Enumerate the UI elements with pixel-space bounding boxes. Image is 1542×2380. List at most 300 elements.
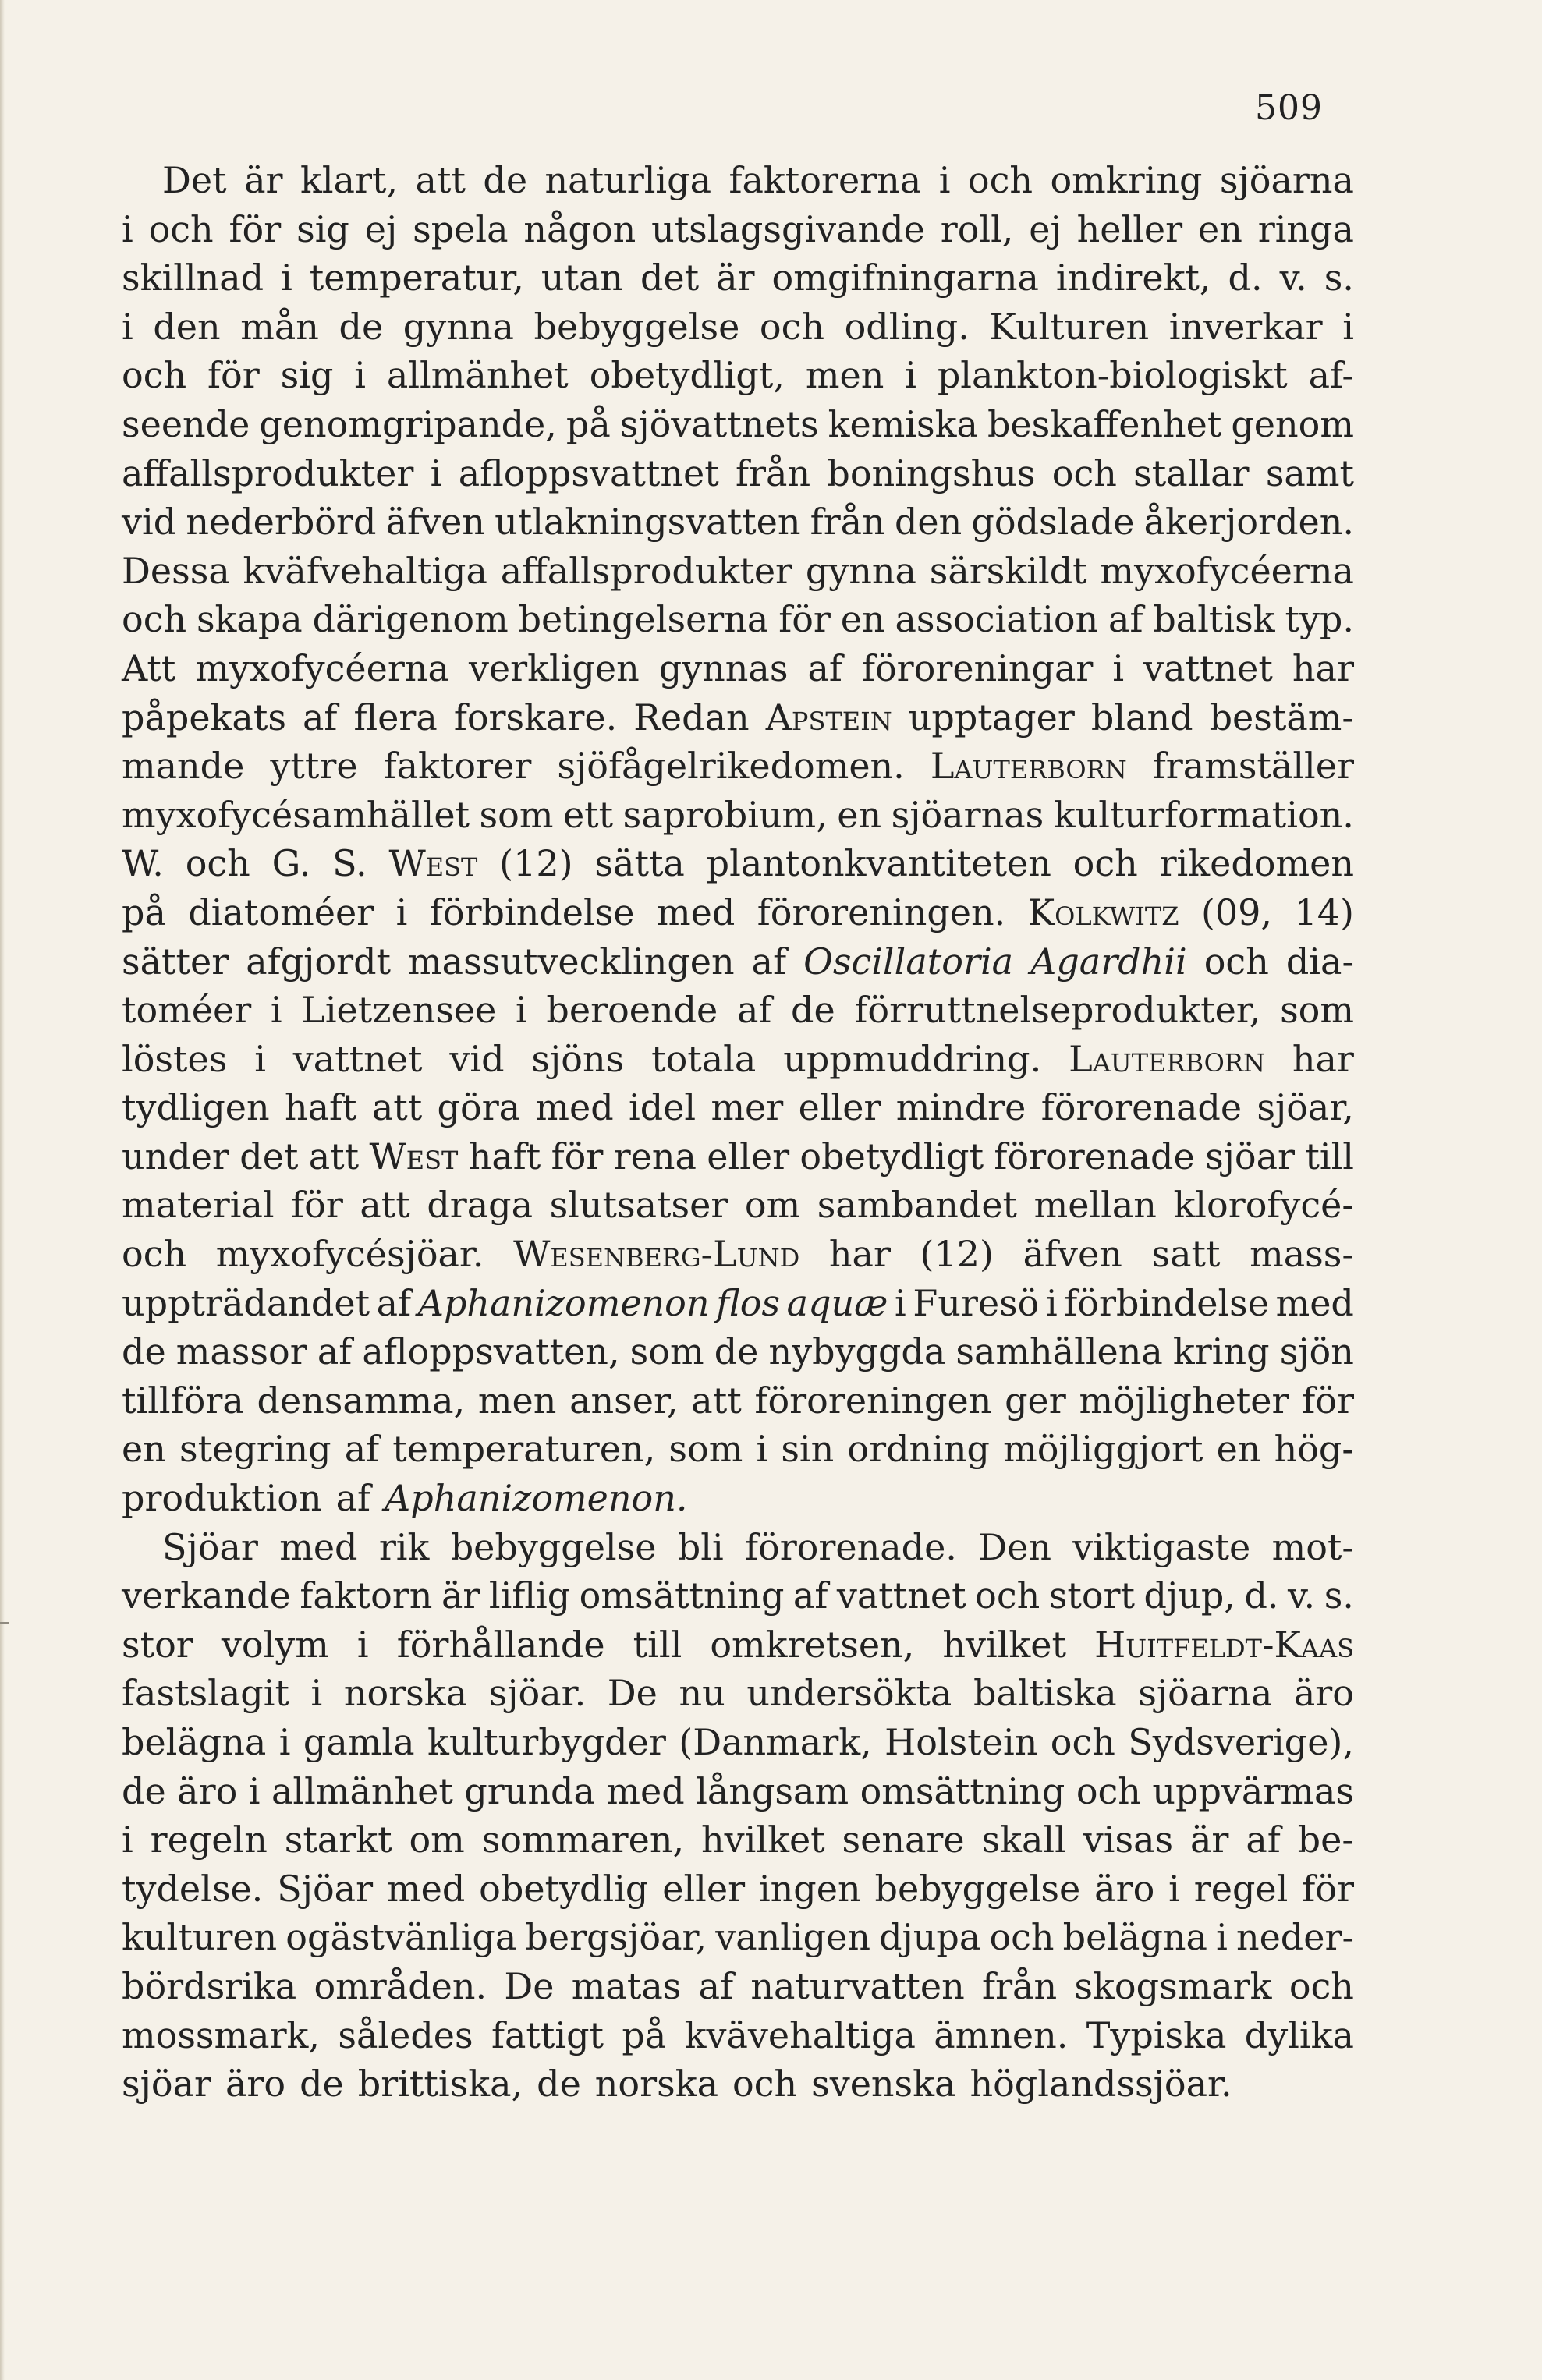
species-name: Agardhii [1030, 940, 1187, 983]
word: i [122, 207, 133, 250]
word: massutvecklingen [408, 940, 735, 983]
word: ogästvänliga [285, 1916, 517, 1959]
word: genom [1231, 402, 1354, 445]
word: och [122, 598, 187, 641]
word: det [640, 257, 700, 299]
text-line [122, 986, 1354, 1035]
word: långsam [696, 1769, 849, 1812]
word: odling. [844, 305, 970, 348]
word: produktion [122, 1477, 322, 1520]
text-line [122, 1376, 1354, 1426]
word: på [565, 402, 611, 445]
word: i [895, 1281, 906, 1324]
text-line [122, 303, 1354, 352]
word: med [1275, 1281, 1354, 1324]
word: är [1190, 1819, 1229, 1861]
word: i [395, 891, 408, 933]
word: mot- [1271, 1525, 1354, 1568]
text-line [122, 791, 1354, 840]
word: i [1112, 646, 1125, 689]
word: föroreningen. [757, 891, 1006, 933]
word: ej [364, 207, 398, 250]
word: gamla [303, 1721, 415, 1763]
word: gödslade [971, 501, 1135, 544]
text-line [122, 693, 1354, 742]
word: af [302, 696, 338, 738]
word: förhållande [396, 1623, 605, 1666]
word: bebyggelse [533, 305, 740, 348]
word: de [122, 1330, 166, 1373]
word: till [633, 1623, 682, 1666]
text-line [122, 205, 1354, 254]
word: för [1302, 1867, 1354, 1910]
word: bli [677, 1525, 724, 1568]
word: afloppsvatten, [362, 1330, 620, 1373]
word: v. [1288, 1574, 1316, 1617]
word: sig [296, 207, 349, 250]
word: sjöarnas [891, 793, 1044, 836]
word: sätta [594, 842, 685, 885]
word: i [356, 1623, 369, 1666]
word: faktorer [383, 745, 532, 788]
word: i [122, 305, 133, 348]
word: från [810, 501, 885, 544]
word: sjöar. [488, 1672, 587, 1715]
word: grunda [464, 1769, 595, 1812]
word: är [716, 257, 755, 299]
word: myxofycésamhället [122, 793, 470, 836]
word: af [736, 989, 772, 1032]
text-line [122, 1327, 1354, 1376]
word: sjöns [531, 1037, 625, 1080]
word: sjöar [122, 2063, 211, 2106]
word: och [122, 1233, 187, 1276]
text-line [122, 595, 1354, 644]
word: samhällena [955, 1330, 1163, 1373]
word: mellan [1033, 1184, 1157, 1227]
word: diatoméer [188, 891, 374, 933]
word: ringa [1257, 207, 1354, 250]
word: och [989, 1916, 1055, 1959]
author-name: Apstein [765, 696, 892, 738]
author-name: Huitfeldt-Kaas [1094, 1623, 1354, 1666]
word: i [1216, 1916, 1228, 1959]
word: Det [162, 159, 227, 201]
word: massor [175, 1330, 307, 1373]
word: nu [679, 1672, 725, 1715]
word: äro [1094, 1867, 1155, 1910]
word: har [1292, 646, 1354, 689]
word: vid [122, 501, 177, 544]
word: Sjöar [162, 1525, 258, 1568]
word: kväfvehaltiga [243, 549, 487, 592]
word: med [606, 1769, 685, 1812]
word: verkligen [468, 646, 640, 689]
word: dia- [1285, 940, 1354, 983]
word: temperatur, [309, 257, 524, 299]
word: i [270, 989, 282, 1032]
word: belägna [122, 1721, 267, 1763]
word: stort [1048, 1574, 1135, 1617]
text-line [122, 839, 1354, 888]
word: tydligen [122, 1086, 270, 1129]
word: plantonkvantiteten [706, 842, 1051, 885]
word: bördsrika [122, 1964, 297, 2007]
text-line [122, 1035, 1354, 1084]
word: och [1203, 940, 1269, 983]
word: för [207, 354, 260, 397]
word: af [335, 1477, 371, 1520]
word: hvilket [701, 1819, 825, 1861]
word: boningshus [827, 452, 1036, 494]
word: äro [225, 2063, 286, 2106]
word: eller [662, 1867, 746, 1910]
word: på [622, 2013, 667, 2056]
word: vanligen [715, 1916, 870, 1959]
word: ett [562, 793, 614, 836]
text-line [122, 1279, 1354, 1328]
word: material [122, 1184, 275, 1227]
word: starkt [284, 1819, 392, 1861]
word: slutsatser [549, 1184, 728, 1227]
word: toméer [122, 989, 252, 1032]
species-name: Oscillatoria [803, 940, 1014, 983]
word: förorenade [1040, 1086, 1242, 1129]
word: flera [353, 696, 438, 738]
word: att [360, 1184, 410, 1227]
word: undersökta [746, 1672, 952, 1715]
word: områden. [314, 1964, 487, 2007]
word: stor [122, 1623, 193, 1666]
word: i [1045, 1281, 1058, 1324]
word: Holstein [884, 1721, 1038, 1763]
text-line [122, 1767, 1354, 1816]
word: föroreningen [754, 1379, 992, 1422]
text-line [122, 2059, 1354, 2109]
word: utlakningsvatten [495, 501, 801, 544]
word: G. [271, 842, 311, 885]
word: utan [541, 257, 624, 299]
word: matas [571, 1964, 682, 2007]
word: mer [711, 1086, 784, 1129]
word: 14) [1294, 891, 1354, 933]
word: på [122, 891, 166, 933]
word: äfven [385, 501, 485, 544]
author-name: Lauterborn [1069, 1037, 1265, 1080]
word: svenska [811, 2063, 956, 2106]
word: visas [1083, 1819, 1174, 1861]
word: af [317, 1330, 353, 1373]
text-line [122, 1425, 1354, 1474]
word: kulturbygder [427, 1721, 666, 1763]
word: och [122, 354, 187, 397]
word: med [657, 891, 736, 933]
word: och [1076, 1769, 1141, 1812]
text-line [122, 1571, 1354, 1620]
word: kulturen [122, 1916, 278, 1959]
word: med [279, 1525, 358, 1568]
word: De [504, 1964, 555, 2007]
text-line [122, 1523, 1354, 1572]
word: sjöar, [1257, 1086, 1354, 1129]
word: association [895, 598, 1099, 641]
text-line [122, 2011, 1354, 2060]
word: eller [798, 1086, 881, 1129]
word: af [751, 940, 787, 983]
text-line [122, 1230, 1354, 1279]
word: naturliga [544, 159, 711, 201]
word: obetydligt [799, 1135, 984, 1178]
word: vattnet [1143, 646, 1273, 689]
word: allmänhet [271, 1769, 453, 1812]
species-name: flos [716, 1281, 781, 1324]
word: affallsprodukter [500, 549, 793, 592]
word: sjöfågelrikedomen. [557, 745, 905, 788]
author-name: West [388, 842, 478, 885]
word: belägna [1062, 1916, 1207, 1959]
text-line [122, 449, 1354, 498]
word: be- [1297, 1819, 1354, 1861]
word: verkande [122, 1574, 291, 1617]
word: och [732, 2063, 798, 2106]
word: att [691, 1379, 742, 1422]
text-line [122, 1181, 1354, 1230]
word: nybyggda [768, 1330, 946, 1373]
word: haft [468, 1135, 541, 1178]
word: därigenom [312, 598, 509, 641]
word: omkretsen, [710, 1623, 915, 1666]
word: S. [332, 842, 367, 885]
text-line [122, 1865, 1354, 1914]
text-line [122, 1913, 1354, 1962]
word: beroende [546, 989, 718, 1032]
word: i [430, 452, 442, 494]
word: förorenade [994, 1135, 1195, 1178]
word: Dessa [122, 549, 230, 592]
word: de [791, 989, 835, 1032]
text-line [122, 156, 1354, 205]
word: för [1302, 1379, 1354, 1422]
word: som [479, 793, 554, 836]
word: liflig [488, 1574, 571, 1617]
word: och [1050, 1721, 1115, 1763]
word: faktorn [300, 1574, 433, 1617]
word: i [281, 257, 292, 299]
page-binding-edge [0, 0, 5, 2380]
text-line [122, 1718, 1354, 1767]
word: djupa [879, 1916, 981, 1959]
text-line [122, 547, 1354, 596]
text-line [122, 742, 1354, 791]
word: i [278, 1721, 291, 1763]
word: klorofycé- [1173, 1184, 1354, 1227]
word: vattnet [836, 1574, 966, 1617]
word: sjöarna [1219, 159, 1354, 201]
species-name: aquæ [786, 1281, 888, 1324]
margin-mark [0, 1622, 9, 1624]
word: någon [523, 207, 636, 250]
word: att [415, 159, 466, 201]
word: framställer [1152, 745, 1354, 788]
word: sjöarna [1138, 1672, 1273, 1715]
text-line [122, 1620, 1354, 1670]
word: afloppsvattnet [458, 452, 719, 494]
word: ingen [758, 1867, 861, 1910]
page-number: 509 [1255, 88, 1323, 128]
word: de [483, 159, 528, 201]
word: rikedomen [1159, 842, 1354, 885]
word: om [744, 1184, 801, 1227]
word: gynna [805, 549, 916, 592]
word: för [229, 207, 282, 250]
word: baltisk [1153, 598, 1275, 641]
text-line [122, 498, 1354, 547]
word: omgifningarna [771, 257, 1039, 299]
word: klart, [300, 159, 399, 201]
word: vid [449, 1037, 505, 1080]
word: W. [122, 842, 164, 885]
species-name: Aphanizomenon. [385, 1477, 688, 1520]
word: och [1051, 452, 1117, 494]
word: och [975, 1574, 1040, 1617]
word: genomgripande, [259, 402, 557, 445]
author-name: Lauterborn [930, 745, 1127, 788]
word: i [310, 1672, 323, 1715]
word: som [668, 1428, 743, 1471]
word: förruttnelseprodukter, [854, 989, 1261, 1032]
word: är [441, 1574, 480, 1617]
word: för [551, 1135, 604, 1178]
word: Att [122, 646, 176, 689]
text-line [122, 888, 1354, 937]
word: indirekt, [1055, 257, 1211, 299]
word: Typiska [1086, 2013, 1227, 2056]
word: skillnad [122, 257, 264, 299]
word: d. [1228, 257, 1263, 299]
word: möjliggjort [1003, 1428, 1203, 1471]
word: v. [1279, 257, 1307, 299]
word: stegring [179, 1428, 331, 1471]
word: hvilket [942, 1623, 1066, 1666]
word: Sydsverige), [1128, 1721, 1354, 1763]
word: särskildt [929, 549, 1087, 592]
text-line [122, 1083, 1354, 1132]
word: bebyggelse [874, 1867, 1081, 1910]
author-name: Wesenberg-Lund [513, 1233, 800, 1276]
word: de [339, 305, 384, 348]
text-line [122, 1474, 1354, 1523]
word: hög- [1274, 1428, 1354, 1471]
word: De [607, 1672, 658, 1715]
word: densamma, [257, 1379, 466, 1422]
word: myxofycésjöar. [215, 1233, 484, 1276]
word: spela [413, 207, 509, 250]
text-line [122, 644, 1354, 693]
word: omkring [1050, 159, 1203, 201]
text-line [122, 253, 1354, 303]
word: höglandssjöar. [970, 2063, 1232, 2106]
word: från [736, 452, 811, 494]
word: till [1305, 1135, 1354, 1178]
word: draga [427, 1184, 533, 1227]
word: beskaffenhet [987, 402, 1222, 445]
word: temperaturen, [392, 1428, 656, 1471]
word: myxofycéerna [1100, 549, 1354, 592]
word: obetydligt, [589, 354, 785, 397]
word: sambandet [817, 1184, 1018, 1227]
word: har [1292, 1037, 1354, 1080]
word: och [148, 207, 214, 250]
word: med [535, 1086, 614, 1129]
word: saprobium, [622, 793, 828, 836]
word: Furesö [913, 1281, 1040, 1324]
word: regel [1193, 1867, 1289, 1910]
word: af [344, 1428, 380, 1471]
word: anser, [569, 1379, 679, 1422]
word: de [300, 2063, 344, 2106]
word: löstes [122, 1037, 228, 1080]
word: förbindelse [1064, 1281, 1269, 1324]
word: skogsmark [1074, 1964, 1272, 2007]
word: i [248, 1769, 261, 1812]
word: kring [1172, 1330, 1270, 1373]
word: bergsjöar, [525, 1916, 707, 1959]
word: Den [978, 1525, 1051, 1568]
word: regeln [150, 1819, 268, 1861]
word: obetydlig [479, 1867, 649, 1910]
word: äro [1293, 1672, 1354, 1715]
word: som [1280, 989, 1354, 1032]
word: (12) [499, 842, 573, 885]
word: sommaren, [481, 1819, 685, 1861]
word: mass- [1250, 1233, 1354, 1276]
word: Redan [633, 696, 750, 738]
word: norska [343, 1672, 468, 1715]
word: afgjordt [246, 940, 392, 983]
word: haft [284, 1086, 357, 1129]
word: den [153, 305, 221, 348]
word: affallsprodukter [122, 452, 414, 494]
word: forskare. [453, 696, 618, 738]
word: typ. [1285, 598, 1354, 641]
word: kulturformation. [1053, 793, 1354, 836]
word: Sjöar [277, 1867, 374, 1910]
word: yttre [270, 745, 358, 788]
word: (12) [920, 1233, 994, 1276]
word: i [1168, 1867, 1180, 1910]
word: den [894, 501, 962, 544]
word: ger [1005, 1379, 1066, 1422]
word: i [938, 159, 951, 201]
word: kemiska [828, 402, 978, 445]
word: och [967, 159, 1033, 201]
word: norska [594, 2063, 719, 2106]
word: i [122, 1819, 133, 1861]
word: tydelse. [122, 1867, 264, 1910]
word: åkerjorden. [1143, 501, 1354, 544]
word: inverkar [1168, 305, 1323, 348]
word: att [308, 1135, 360, 1178]
body-text [122, 156, 1354, 2109]
word: stallar [1133, 452, 1250, 494]
word: nederbörd [186, 501, 377, 544]
word: rena [613, 1135, 697, 1178]
word: mindre [895, 1086, 1026, 1129]
word: men [477, 1379, 557, 1422]
word: en [1216, 1428, 1261, 1471]
word: af [792, 1574, 828, 1617]
word: är [244, 159, 283, 201]
